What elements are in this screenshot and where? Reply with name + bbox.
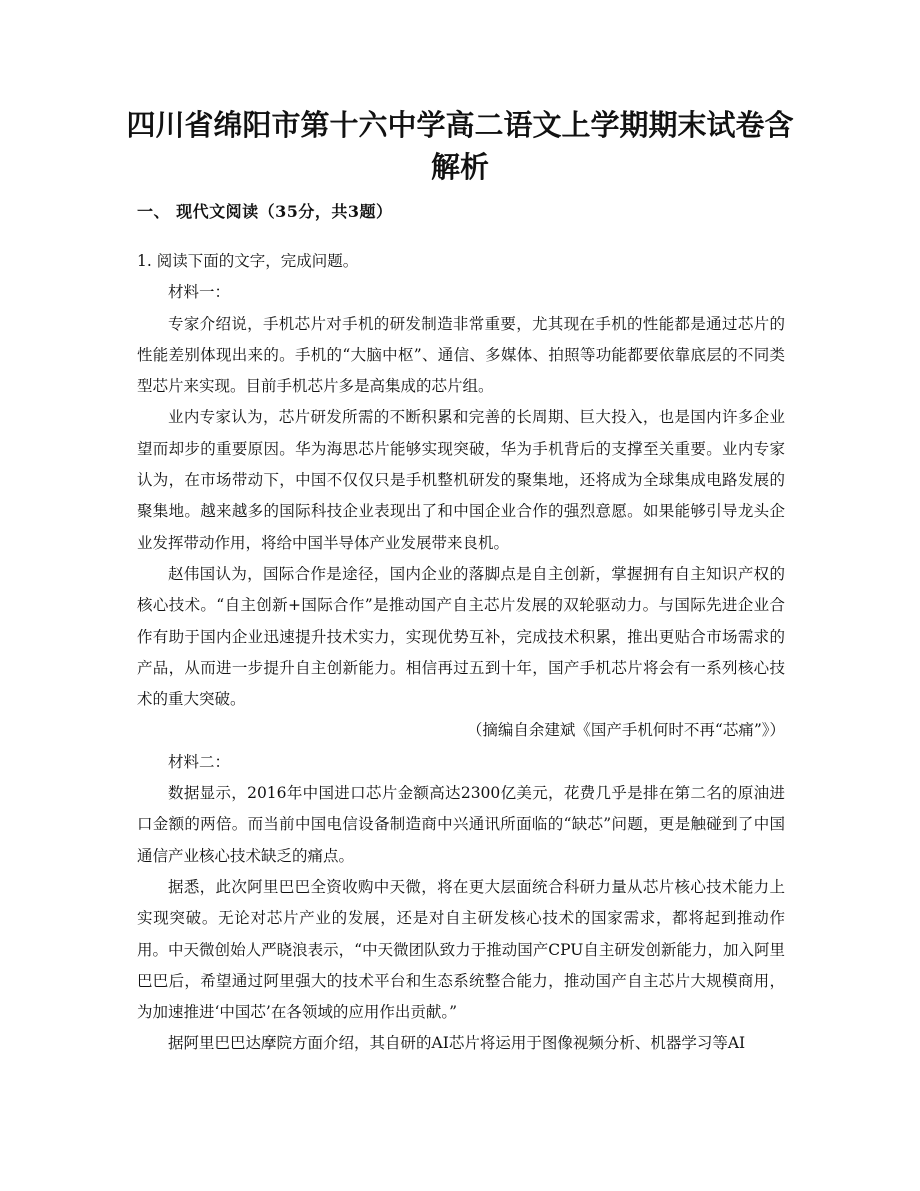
- material-1-paragraph-1: 专家介绍说，手机芯片对手机的研发制造非常重要，尤其现在手机的性能都是通过芯片的性能差别体现出来的。手机的“大脑中枢”、通信、多媒体、拍照等功能都要依靠底层的不同类型芯片来实现。目前手机芯片多是高集成的芯片组。: [137, 314, 785, 396]
- material-1-source: （摘编自余建斌《国产手机何时不再“芯痛”》）: [466, 721, 785, 740]
- document-title: 四川省绵阳市第十六中学高二语文上学期期末试卷含解析: [126, 108, 794, 184]
- question-intro: 1. 阅读下面的文字，完成问题。: [137, 252, 359, 270]
- material-1-label: 材料一：: [168, 283, 231, 302]
- material-2-paragraph-1: 数据显示，2016年中国进口芯片金额高达2300亿美元，花费几乎是排在第二名的原油进口金额的两倍。而当前中国电信设备制造商中兴通讯所面临的“缺芯”问题，更是触碰到了中国通信产业核心技术缺乏的痛点。: [137, 784, 785, 865]
- material-1-paragraph-3: 赵伟国认为，国际合作是途径，国内企业的落脚点是自主创新，掌握拥有自主知识产权的核心技术。“自主创新+国际合作”是推动国产自主芯片发展的双轮驱动力。与国际先进企业合作有助于国内企业迅速提升技术实力，实现优势互补，完成技术积累，推出更贴合市场需求的产品，从而进一步提升自主创新能力。相信再过五到十年，国产手机芯片将会有一系列核心技术的重大突破。: [137, 564, 785, 709]
- material-2-paragraph-3: 据阿里巴巴达摩院方面介绍，其自研的AI芯片将运用于图像视频分析、机器学习等AI: [168, 1034, 746, 1053]
- material-2-paragraph-2: 据悉，此次阿里巴巴全资收购中天微，将在更大层面统合科研力量从芯片核心技术能力上实现突破。无论对芯片产业的发展，还是对自主研发核心技术的国家需求，都将起到推动作用。中天微创始人严晓浪表示，“中天微团队致力于推动国产CPU自主研发创新能力，加入阿里巴巴后，希望通过阿里强大的技术平台和生态系统整合能力，推动国产自主芯片大规模商用，为加速推进‘中国芯’在各领域的应用作出贡献。”: [137, 877, 785, 1022]
- material-2-label: 材料二：: [168, 752, 231, 771]
- material-1-paragraph-2: 业内专家认为，芯片研发所需的不断积累和完善的长周期、巨大投入，也是国内许多企业望而却步的重要原因。华为海思芯片能够实现突破，华为手机背后的支撑至关重要。业内专家认为，在市场带动下，中国不仅仅只是手机整机研发的聚集地，还将成为全球集成电路发展的聚集地。越来越多的国际科技企业表现出了和中国企业合作的强烈意愿。如果能够引导龙头企业发挥带动作用，将给中国半导体产业发展带来良机。: [137, 408, 785, 552]
- section-heading: 一、 现代文阅读（35分，共3题）: [137, 202, 393, 221]
- document-body: [137, 246, 785, 1060]
